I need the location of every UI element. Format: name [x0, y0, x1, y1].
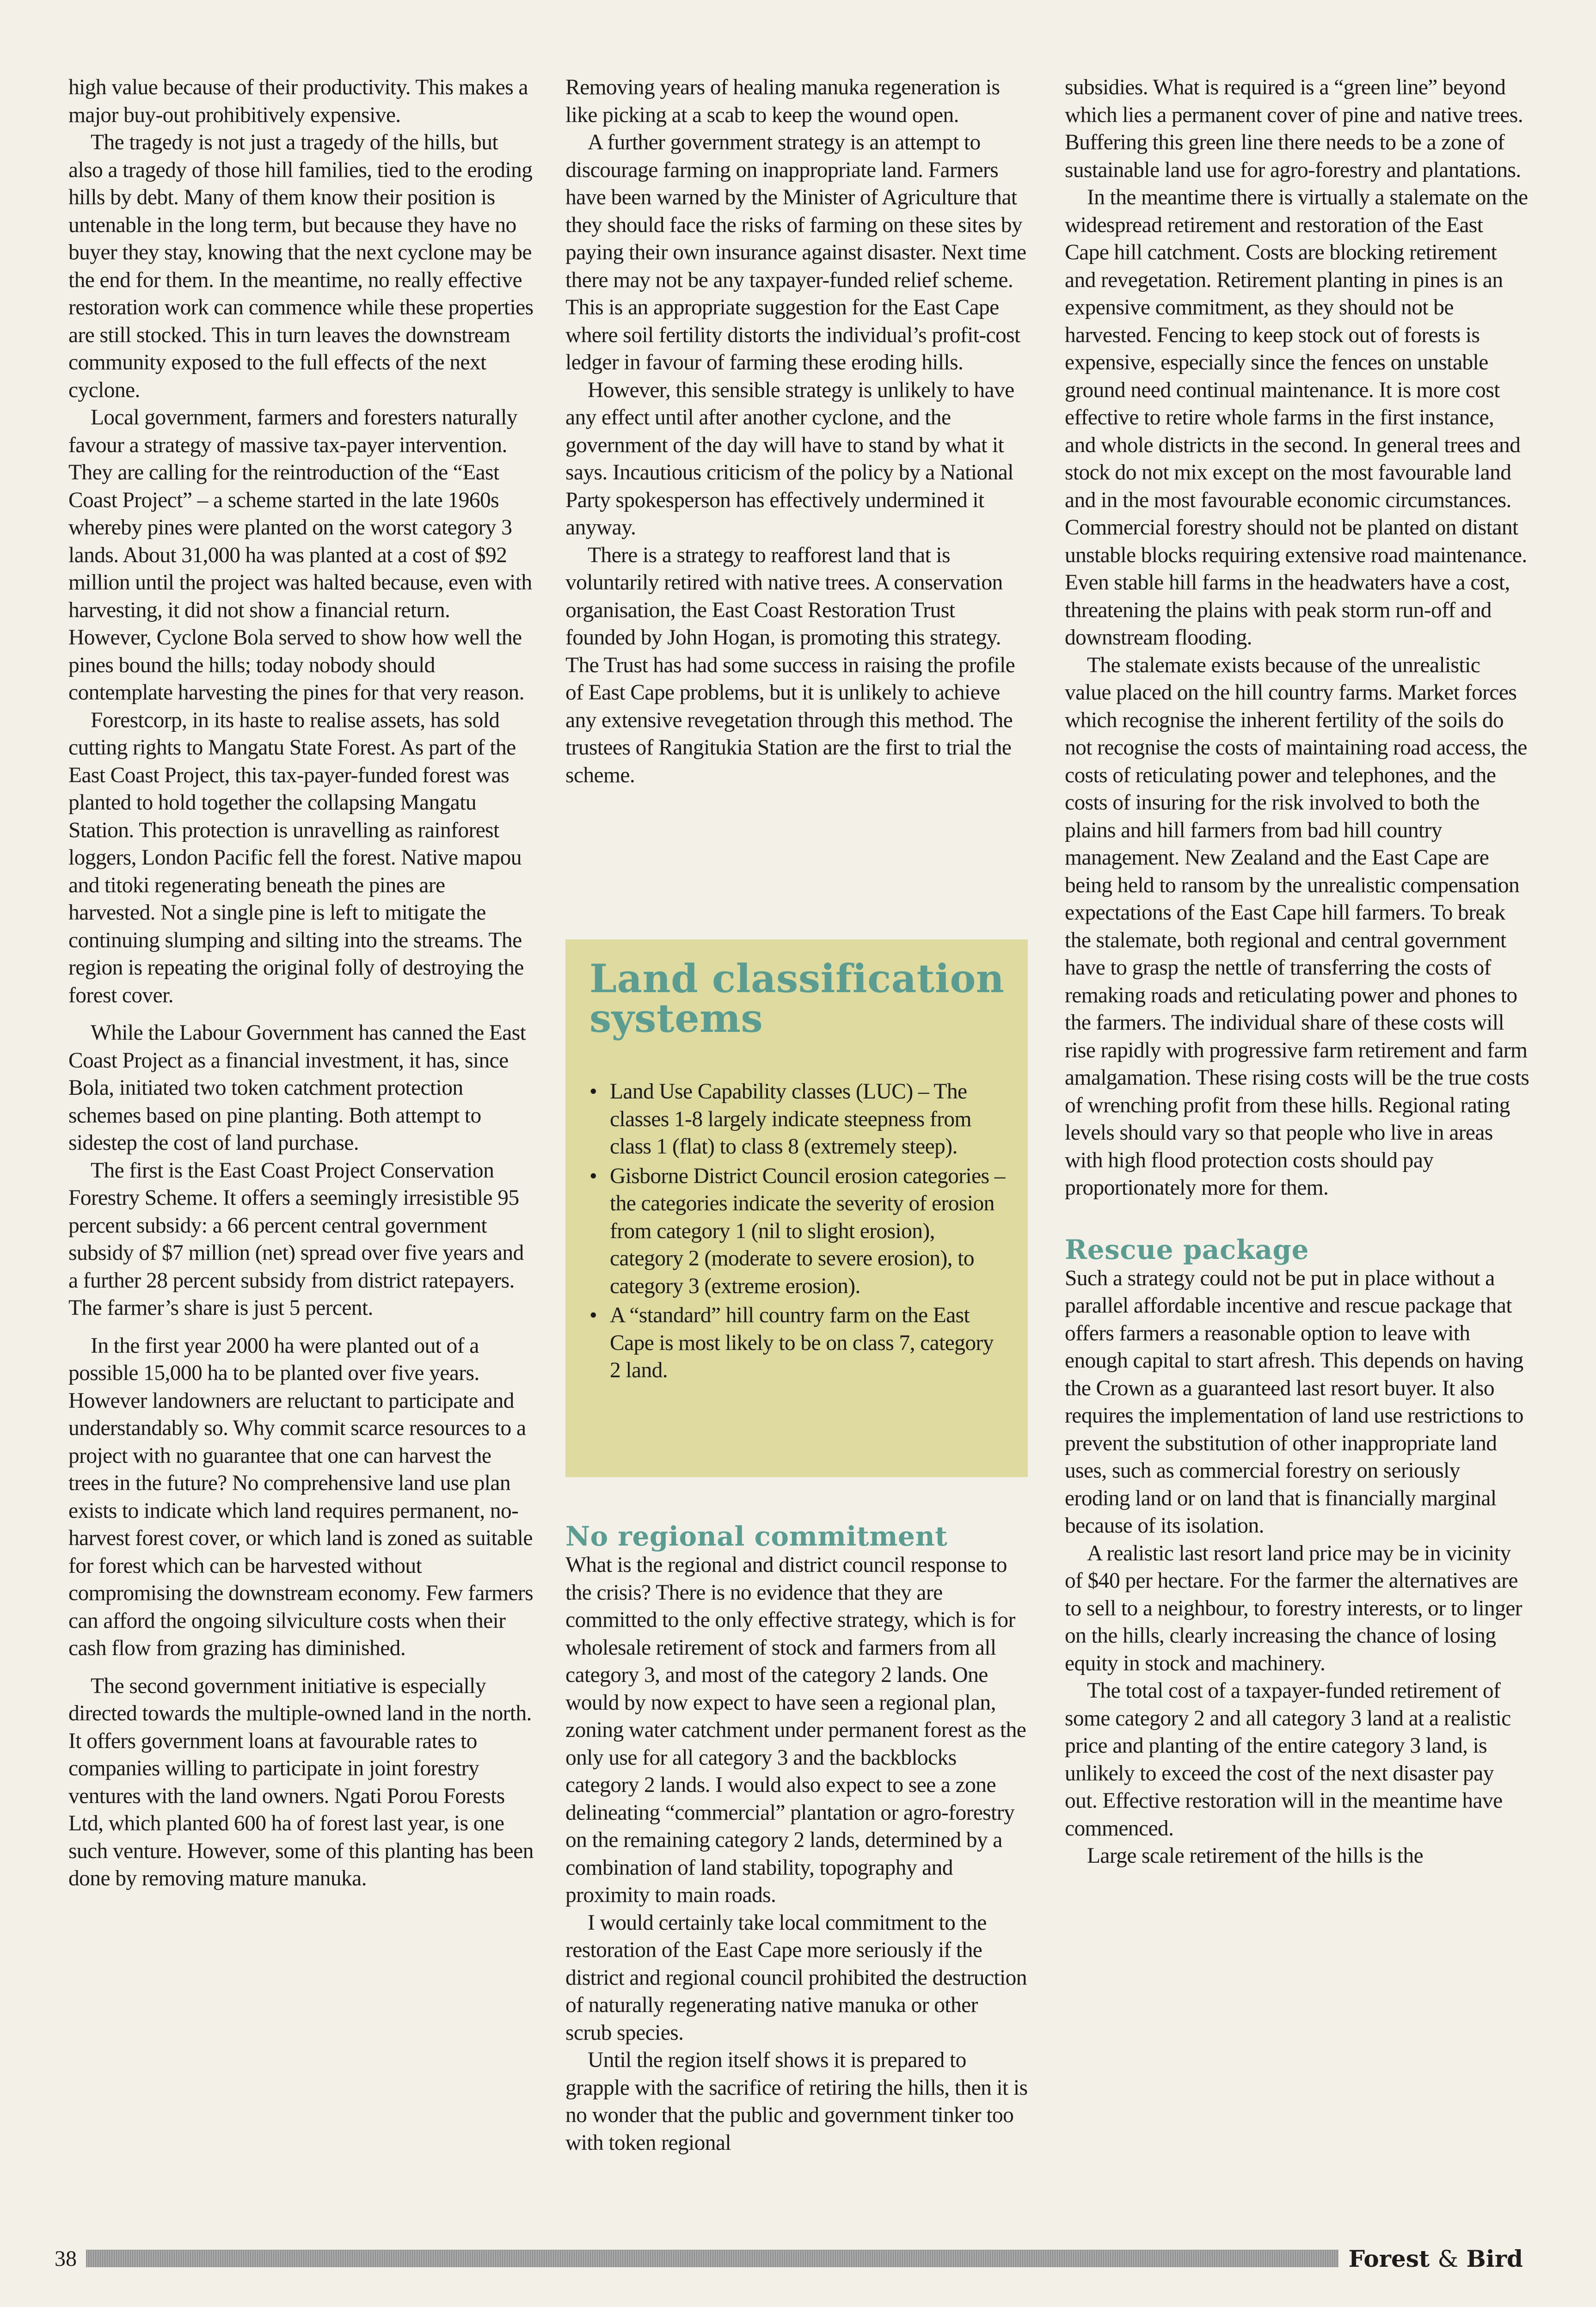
sidebar-item-text: Land Use Capability classes (LUC) – The classes 1-8 largely indicate steepness from class 1 (flat) to class 8 (extremely steep).: [610, 1080, 971, 1159]
paragraph: There is a strategy to reafforest land that is voluntarily retired with native trees. A conservation organisation, the East Coast Restoration Trust founded by John Hogan, is promoting this strategy. The Trust has had some success in raising the profile of East Cape problems, but it is unlikely to achieve any extensive revegetation through this method. The trustees of Rangitukia Station are the first to trial the scheme.: [565, 543, 1015, 787]
sidebar-item-text: A “standard” hill country farm on the East Cape is most likely to be on class 7, category 2 land.: [610, 1303, 994, 1382]
paragraph: I would certainly take local commitment to the restoration of the East Cape more seriously if the district and regional council prohibited the destruction of naturally regenerating native manuka or other scrub species.: [565, 1910, 1027, 2045]
bullet-icon: •: [589, 1080, 597, 1104]
paragraph: What is the regional and district council response to the crisis? There is no evidence that they are committed to the only effective strategy, which is for wholesale retirement of stock and farmers from all category 3, and most of the category 2 lands. One would by now expect to have seen a regional plan, zoning water catchment under permanent forest as the only use for all category 3 and the backblocks category 2 lands. I would also expect to see a zone delineating “commercial” plantation or agro-forestry on the remaining category 2 lands, determined by a combination of land stability, topography and proximity to main roads.: [565, 1553, 1026, 1907]
paragraph: The first is the East Coast Project Conservation Forestry Scheme. It offers a seemingly irresistible 95 percent subsidy: a 66 percent central government subsidy of $7 million (net) spread over five years and a further 28 percent subsidy from district ratepayers. The farmer’s share is just 5 percent.: [68, 1158, 524, 1320]
sidebar-list-item: [589, 1078, 1007, 1161]
paragraph: Removing years of healing manuka regeneration is like picking at a scab to keep the wound open.: [565, 75, 1000, 127]
paragraph: The tragedy is not just a tragedy of the hills, but also a tragedy of those hill families, tied to the eroding hills by debt. Many of them know their position is untenable in the long term, but because they have no buyer they stay, knowing that the next cyclone may be the end for them. In the meantime, no really effective restoration work can commence while these properties are still stocked. This in turn leaves the downstream community exposed to the full effects of the next cyclone.: [68, 130, 534, 402]
paragraph: The second government initiative is especially directed towards the multiple-owned land in the north. It offers government loans at favourable rates to companies willing to participate in joint forestry ventures with the land owners. Ngati Porou Forests Ltd, which planted 600 ha of forest last year, is one such venture. However, some of this planting has been done by removing mature manuka.: [68, 1674, 534, 1890]
sidebar-item-text: Gisborne District Council erosion categories – the categories indicate the severity of erosion from category 1 (nil to slight erosion), category 2 (moderate to severe erosion), to category 3 (extreme erosion).: [610, 1164, 1005, 1298]
article-column-1: [68, 74, 535, 1893]
article-column-2: [565, 74, 1028, 789]
paragraph: subsidies. What is required is a “green line” beyond which lies a permanent cover of pine and native trees. Buffering this green line there needs to be a zone of sustainable land use for agro-forestry and plantations.: [1065, 75, 1523, 182]
paragraph: Local government, farmers and foresters naturally favour a strategy of massive tax-payer intervention. They are calling for the reintroduction of the “East Coast Project” – a scheme started in the late 1960s whereby pines were planted on the worst category 3 lands. About 31,000 ha was planted at a cost of $92 million until the project was halted because, even with harvesting, it did not show a financial return. However, Cyclone Bola served to show how well the pines bound the hills; today nobody should contemplate harvesting the pines for that very reason.: [68, 405, 532, 705]
sidebar-list-item: [589, 1163, 1007, 1301]
paragraph: Until the region itself shows it is prepared to grapple with the sacrifice of retiring the hills, then it is no wonder that the public and government tinker too with token regional: [565, 2048, 1028, 2155]
paragraph: In the meantime there is virtually a stalemate on the widespread retirement and restoration of the East Cape hill catchment. Costs are blocking retirement and revegetation. Retirement planting in pines is an expensive commitment, as they should not be harvested. Fencing to keep stock out of forests is expensive, especially since the fences on unstable ground need continual maintenance. It is more cost effective to retire whole farms in the first instance, and whole districts in the second. In general trees and stock do not mix except on the most favourable land and in the most favourable economic circumstances. Commercial forestry should not be planted on distant unstable blocks requiring extensive road maintenance. Even stable hill farms in the headwaters have a cost, threatening the plains with peak storm run-off and downstream flooding.: [1065, 185, 1528, 650]
paragraph: A realistic last resort land price may be in vicinity of $40 per hectare. For the farmer the alternatives are to sell to a neighbour, to forestry interests, or to linger on the hills, clearly increasing the chance of losing equity in stock and machinery.: [1065, 1541, 1522, 1675]
paragraph: While the Labour Government has canned the East Coast Project as a financial investment, it has, since Bola, initiated two token catchment protection schemes based on pine planting. Both attempt to sidestep the cost of land purchase.: [68, 1021, 526, 1155]
paragraph: In the first year 2000 ha were planted out of a possible 15,000 ha to be planted over five years. However landowners are reluctant to participate and understandably so. Why commit scarce resources to a project with no guarantee that one can harvest the trees in the future? No comprehensive land use plan exists to indicate which land requires permanent, no-harvest forest cover, or which land is zoned as suitable for forest which can be harvested without compromising the downstream economy. Few farmers can afford the ongoing silviculture costs when their cash flow from grazing has diminished.: [68, 1333, 533, 1660]
article-column-3: [1065, 74, 1529, 1870]
bullet-icon: •: [589, 1164, 597, 1188]
paragraph: The total cost of a taxpayer-funded retirement of some category 2 and all category 3 land at a realistic price and planting of the entire category 3 land, is unlikely to exceed the cost of the next disaster pay out. Effective restoration will in the meantime have commenced.: [1065, 1679, 1511, 1841]
paragraph: However, this sensible strategy is unlikely to have any effect until after another cyclone, and the government of the day will have to stand by what it says. Incautious criticism of the policy by a National Party spokesperson has effectively undermined it anyway.: [565, 378, 1014, 540]
sidebar-list: [589, 1078, 1007, 1385]
article-column-2-section: [565, 1521, 1028, 2157]
magazine-title-part: Forest: [1348, 2245, 1430, 2272]
magazine-title: [1349, 2245, 1523, 2272]
paragraph: Forestcorp, in its haste to realise assets, has sold cutting rights to Mangatu State Forest. As part of the East Coast Project, this tax-payer-funded forest was planted to hold together the collapsing Mangatu Station. This protection is unravelling as rainforest loggers, London Pacific fell the forest. Native mapou and titoki regenerating beneath the pines are harvested. Not a single pine is left to mitigate the continuing slumping and silting into the streams. The region is repeating the original folly of destroying the forest cover.: [68, 708, 524, 1007]
page-number: 38: [55, 2246, 77, 2271]
paragraph: Such a strategy could not be put in place without a parallel affordable incentive and rescue package that offers farmers a reasonable option to leave with enough capital to start afresh. This depends on having the Crown as a guaranteed last resort buyer. It also requires the implementation of land use restrictions to prevent the substitution of other inappropriate land uses, such as commercial forestry on seriously eroding land or on land that is financially marginal because of its isolation.: [1065, 1266, 1523, 1538]
sidebar-title: Land classification systems: [589, 956, 1005, 1041]
paragraph: The stalemate exists because of the unrealistic value placed on the hill country farms. Market forces which recognise the inherent fertility of the soils do not recognise the costs of maintaining road access, the costs of reticulating power and telephones, and the costs of insuring for the risk involved to both the plains and hill farmers from bad hill country management. New Zealand and the East Cape are being held to ransom by the unrealistic compensation expectations of the East Cape hill farmers. To break the stalemate, both regional and central government have to grasp the nettle of transferring the costs of remaking roads and reticulating power and phones to the farmers. The individual share of these costs will rise rapidly with progressive farm retirement and farm amalgamation. These rising costs will be the true costs of wrenching profit from these hills. Regional rating levels should vary so that people who live in areas with high flood protection costs should pay proportionately more for them.: [1065, 653, 1529, 1200]
paragraph: A further government strategy is an attempt to discourage farming on inappropriate land. Farmers have been warned by the Minister of Agriculture that they should face the risks of farming on these sites by paying their own insurance against disaster. Next time there may not be any taxpayer-funded relief scheme. This is an appropriate suggestion for the East Cape where soil fertility distorts the individual’s profit-cost ledger in favour of farming these eroding hills.: [565, 130, 1026, 374]
section-heading-rescue-package: Rescue package: [1065, 1233, 1309, 1265]
sidebar-list-item: [589, 1302, 1007, 1385]
footer-rule: [86, 2250, 1338, 2267]
bullet-icon: •: [589, 1303, 597, 1327]
magazine-title-ampersand: &: [1437, 2245, 1459, 2272]
paragraph: Large scale retirement of the hills is the: [1087, 1844, 1424, 1868]
paragraph: high value because of their productivity. This makes a major buy-out prohibitively expensive.: [68, 75, 528, 127]
land-classification-sidebar: [565, 939, 1028, 1477]
page-footer: [55, 2245, 1523, 2272]
magazine-title-part: Bird: [1466, 2245, 1523, 2272]
section-heading-no-regional-commitment: No regional commitment: [565, 1521, 948, 1552]
